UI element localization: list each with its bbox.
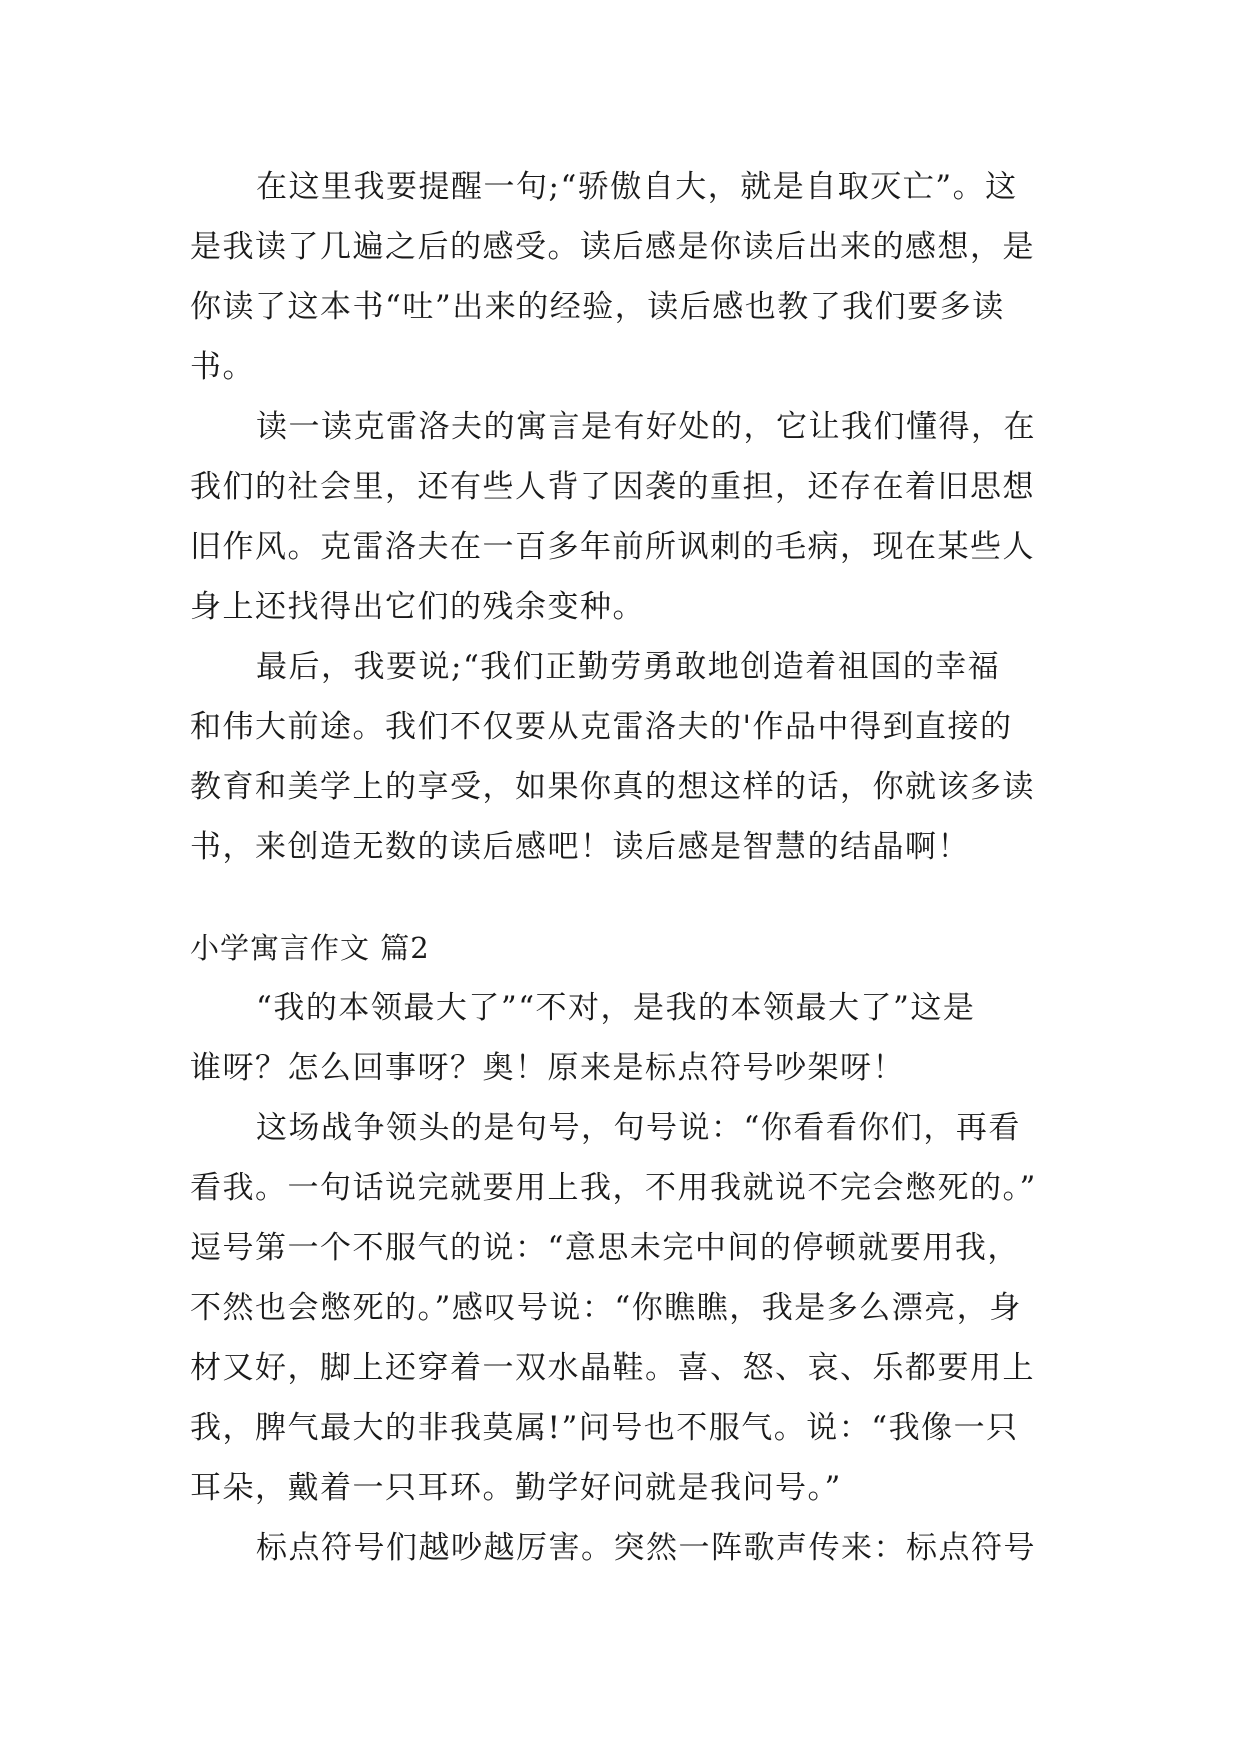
paragraph-4-line-1: “我的本领最大了”“不对，是我的本领最大了”这是 (256, 990, 976, 1026)
paragraph-1-line-1: 在这里我要提醒一句;“骄傲自大，就是自取灭亡”。这 (256, 169, 1018, 205)
paragraph-3-line-4: 书，来创造无数的读后感吧！读后感是智慧的结晶啊！ (190, 829, 970, 865)
paragraph-5-line-3: 逗号第一个不服气的说：“意思未完中间的停顿就要用我， (190, 1230, 1020, 1266)
paragraph-1-line-4: 书。 (190, 349, 255, 385)
paragraph-5-line-6: 我，脾气最大的非我莫属!”问号也不服气。说：“我像一只 (190, 1410, 1019, 1446)
paragraph-5-line-7: 耳朵，戴着一只耳环。勤学好问就是我问号。” (190, 1470, 842, 1506)
paragraph-1-line-3: 你读了这本书“吐”出来的经验，读后感也教了我们要多读 (190, 289, 1005, 325)
paragraph-3-line-1: 最后，我要说;“我们正勤劳勇敢地创造着祖国的幸福 (256, 649, 1001, 685)
paragraph-4-line-2: 谁呀？怎么回事呀？奥！原来是标点符号吵架呀！ (190, 1050, 905, 1086)
paragraph-5-line-5: 材又好，脚上还穿着一双水晶鞋。喜、怒、哀、乐都要用上 (190, 1350, 1035, 1386)
paragraph-2-line-4: 身上还找得出它们的残余变种。 (190, 589, 645, 625)
paragraph-3-line-2: 和伟大前途。我们不仅要从克雷洛夫的'作品中得到直接的 (190, 709, 1013, 745)
paragraph-2-line-1: 读一读克雷洛夫的寓言是有好处的，它让我们懂得，在 (256, 409, 1036, 445)
paragraph-5-line-2: 看我。一句话说完就要用上我，不用我就说不完会憋死的。” (190, 1170, 1037, 1206)
paragraph-5-line-4: 不然也会憋死的。”感叹号说：“你瞧瞧，我是多么漂亮，身 (190, 1290, 1022, 1326)
paragraph-2-line-2: 我们的社会里，还有些人背了因袭的重担，还存在着旧思想 (190, 469, 1035, 505)
paragraph-6-line-1: 标点符号们越吵越厉害。突然一阵歌声传来：标点符号 (256, 1530, 1036, 1566)
paragraph-1-line-2: 是我读了几遍之后的感受。读后感是你读后出来的感想，是 (190, 229, 1035, 265)
section-heading: 小学寓言作文 篇2 (190, 931, 430, 965)
paragraph-5-line-1: 这场战争领头的是句号，句号说：“你看看你们，再看 (256, 1110, 1021, 1146)
paragraph-3-line-3: 教育和美学上的享受，如果你真的想这样的话，你就该多读 (190, 769, 1035, 805)
paragraph-2-line-3: 旧作风。克雷洛夫在一百多年前所讽刺的毛病，现在某些人 (190, 529, 1035, 565)
